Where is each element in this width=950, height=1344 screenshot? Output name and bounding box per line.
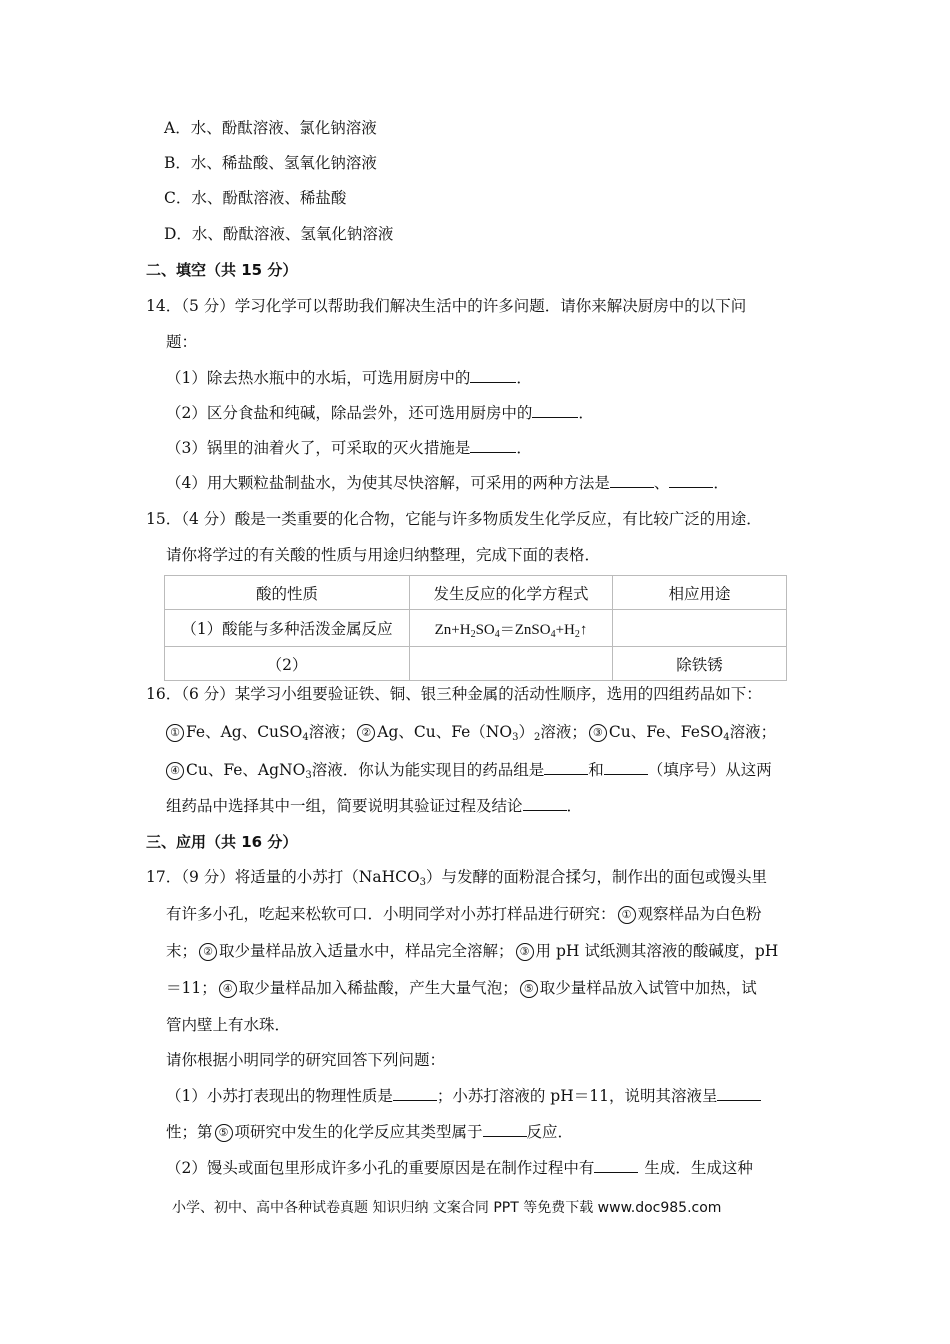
- answer-blank[interactable]: [470, 368, 516, 383]
- q17-line1: 17．（9 分）将适量的小苏打（NaHCO$_3$）与发酵的面粉混合揉匀，制作出的面包或馒头里: [146, 868, 768, 888]
- q15-stem: 15．（4 分）酸是一类重要的化合物，它能与许多物质发生化学反应，有比较广泛的用途．: [146, 510, 762, 528]
- answer-cell[interactable]: [410, 647, 613, 681]
- answer-blank[interactable]: [544, 760, 588, 775]
- section-heading-fill-blank: 二、填空（共 15 分）: [146, 261, 298, 279]
- table-cell: （2）: [165, 647, 410, 681]
- answer-blank[interactable]: [470, 438, 516, 453]
- option-c: C．水、酚酞溶液、稀盐酸: [164, 189, 347, 207]
- q17-line5: 管内壁上有水珠．: [166, 1016, 291, 1034]
- q14-part3: （3）锅里的油着火了，可采取的灭火措施是 ．: [166, 439, 532, 457]
- q17-line4: ＝11； ④ 取少量样品加入稀盐酸，产生大量气泡； ⑤ 取少量样品放入试管中加热，试: [166, 979, 757, 997]
- table-header: 发生反应的化学方程式: [410, 576, 613, 610]
- table-header: 相应用途: [613, 576, 787, 610]
- q14-stem-cont: 题：: [166, 333, 198, 351]
- acid-properties-table: [164, 575, 787, 681]
- q17-instruction: 请你根据小明同学的研究回答下列问题：: [166, 1051, 446, 1069]
- q16-line4: 组药品中选择其中一组，简要说明其验证过程及结论 ．: [166, 797, 583, 815]
- answer-blank[interactable]: [594, 1158, 638, 1173]
- q17-line3: 末； ② 取少量样品放入适量水中，样品完全溶解； ③ 用 pH 试纸测其溶液的酸碱度，pH: [166, 942, 779, 960]
- section-heading-application: 三、应用（共 16 分）: [146, 833, 298, 851]
- answer-blank[interactable]: [604, 760, 648, 775]
- option-d: D．水、酚酞溶液、氢氧化钠溶液: [164, 225, 394, 243]
- answer-blank[interactable]: [669, 473, 713, 488]
- q17-part2: （2）馒头或面包里形成许多小孔的重要原因是在制作过程中有 生成．生成这种: [166, 1159, 753, 1177]
- q15-stem-cont: 请你将学过的有关酸的性质与用途归纳整理，完成下面的表格．: [166, 546, 601, 564]
- option-a: A．水、酚酞溶液、氯化钠溶液: [164, 119, 377, 137]
- page-footer: 小学、初中、高中各种试卷真题 知识归纳 文案合同 PPT 等免费下载 www.doc985.com: [172, 1200, 722, 1216]
- answer-cell[interactable]: [613, 610, 787, 647]
- q17-part1: （1）小苏打表现出的物理性质是 ；小苏打溶液的 pH＝11，说明其溶液呈: [166, 1086, 761, 1106]
- q16-line3: ④ Cu、Fe、AgNO$_3$溶液．你认为能实现目的药品组是 和 （填序号）从这两: [164, 760, 772, 780]
- q14-part2: （2）区分食盐和纯碱，除品尝外，还可选用厨房中的 ．: [166, 404, 594, 422]
- equation-cell: $Zn+H_2SO_4=ZnSO_4+H_2↑$: [410, 610, 613, 647]
- answer-blank[interactable]: [717, 1086, 761, 1101]
- answer-blank[interactable]: [483, 1122, 527, 1137]
- table-cell: （1）酸能与多种活泼金属反应: [165, 610, 410, 647]
- q16-stem: 16．（6 分）某学习小组要验证铁、铜、银三种金属的活动性顺序，选用的四组药品如下：: [146, 685, 762, 703]
- answer-blank[interactable]: [532, 403, 578, 418]
- table-header: 酸的性质: [165, 576, 410, 610]
- q14-part1: （1）除去热水瓶中的水垢，可选用厨房中的 ．: [166, 369, 532, 387]
- answer-blank[interactable]: [523, 796, 567, 811]
- answer-blank[interactable]: [393, 1086, 437, 1101]
- q17-part1-cont: 性；第 ⑤ 项研究中发生的化学反应其类型属于 反应．: [166, 1123, 574, 1141]
- q14-part4: （4）用大颗粒盐制盐水，为使其尽快溶解，可采用的两种方法是 、 ．: [166, 474, 729, 492]
- q17-line2: 有许多小孔，吃起来松软可口．小明同学对小苏打样品进行研究： ① 观察样品为白色粉: [166, 905, 762, 923]
- table-cell: 除铁锈: [613, 647, 787, 681]
- answer-blank[interactable]: [610, 473, 654, 488]
- q14-stem: 14．（5 分）学习化学可以帮助我们解决生活中的许多问题．请你来解决厨房中的以下问: [146, 297, 747, 315]
- q16-options-line: ① Fe、Ag、CuSO$_4$溶液； ② Ag、Cu、$Fe(NO_3)_2$溶液； ③ Cu、Fe、FeSO$_4$溶液；: [164, 722, 776, 742]
- option-b: B．水、稀盐酸、氢氧化钠溶液: [164, 154, 377, 172]
